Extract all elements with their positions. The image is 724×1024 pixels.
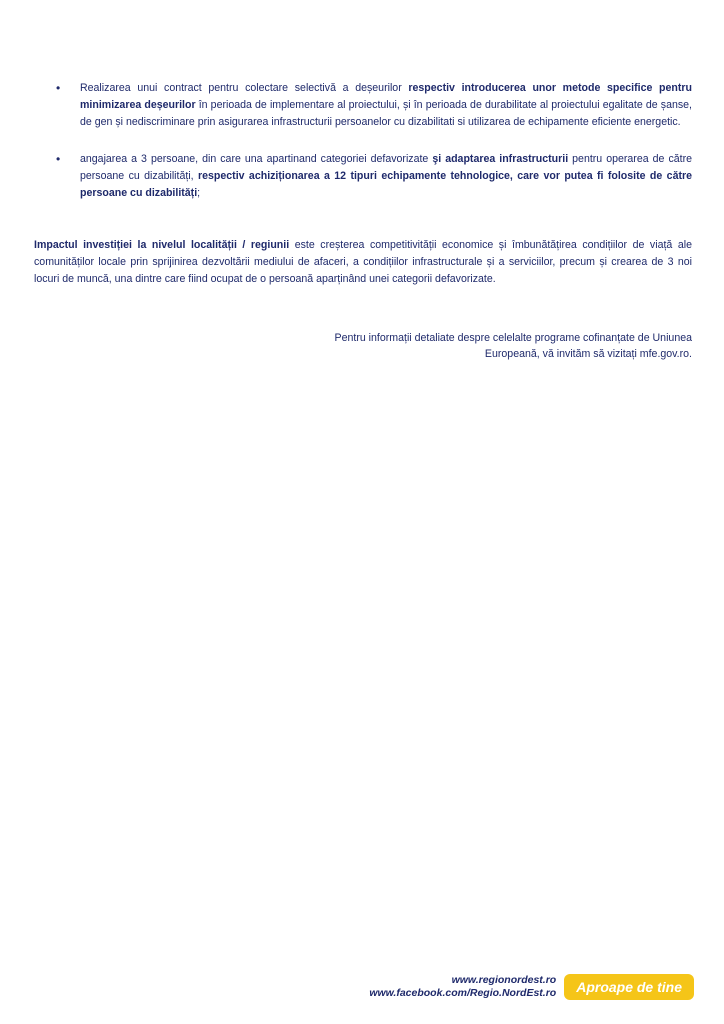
bullet-text-bold: respectiv introducerea unor metode specifice pentru minimizarea deșeurilor xyxy=(80,82,692,111)
bullet-text-bold: respectiv achiziționarea a 12 tipuri echipamente tehnologice, care vor putea fi folosite de către persoane cu dizabilități xyxy=(80,170,692,199)
footer xyxy=(369,972,694,1002)
bullet-icon: • xyxy=(56,152,61,166)
bullet-text-part: ; xyxy=(197,187,201,199)
bullet-text-part: angajarea a 3 persoane, din care una apartinand categoriei defavorizate xyxy=(80,153,433,165)
bullet-item-waste-contract xyxy=(56,80,692,131)
bullet-item-employment xyxy=(56,151,692,202)
bullet-text-part: în perioada de implementare al proiectului, și în perioada de durabilitate al proiectului egalitate de șanse, de gen și nediscriminare prin asigurarea infrastructurii persoanelor cu dizabilitati si utilizarea de echipamente eficiente energetic. xyxy=(80,99,692,128)
bullet-text-bold: şi adaptarea infrastructurii xyxy=(432,153,569,165)
bullet-list xyxy=(56,80,692,202)
info-paragraph xyxy=(292,330,692,362)
bullet-text-part: Realizarea unui contract pentru colectare selectivă a deșeurilor xyxy=(80,82,409,94)
impact-lead: Impactul investiției la nivelul localității / regiunii xyxy=(34,239,290,251)
bullet-text-part: pentru operarea de către persoane cu dizabilități, xyxy=(80,153,692,182)
info-line-2: Europeană, vă invităm să vizitați mfe.gov.ro. xyxy=(484,348,692,360)
website-link[interactable]: www.regionordest.ro xyxy=(451,974,557,986)
footer-links xyxy=(369,974,556,1000)
info-line-1: Pentru informații detaliate despre celelalte programe cofinanțate de Uniunea xyxy=(334,332,692,344)
bullet-icon: • xyxy=(56,81,61,95)
slogan-badge: Aproape de tine xyxy=(564,974,694,1000)
impact-paragraph xyxy=(34,237,692,288)
facebook-link[interactable]: www.facebook.com/Regio.NordEst.ro xyxy=(369,987,557,999)
impact-text: este creșterea competitivității economice și îmbunătățirea condițiilor de viață ale comunităților locale prin sprijinirea dezvoltării mediului de afaceri, a condițiilor infrastructurale și a serviciilor, precum și crearea de 3 noi locuri de muncă, una dintre care fiind ocupat de o persoană aparținând unei categorii defavorizate. xyxy=(34,239,692,285)
